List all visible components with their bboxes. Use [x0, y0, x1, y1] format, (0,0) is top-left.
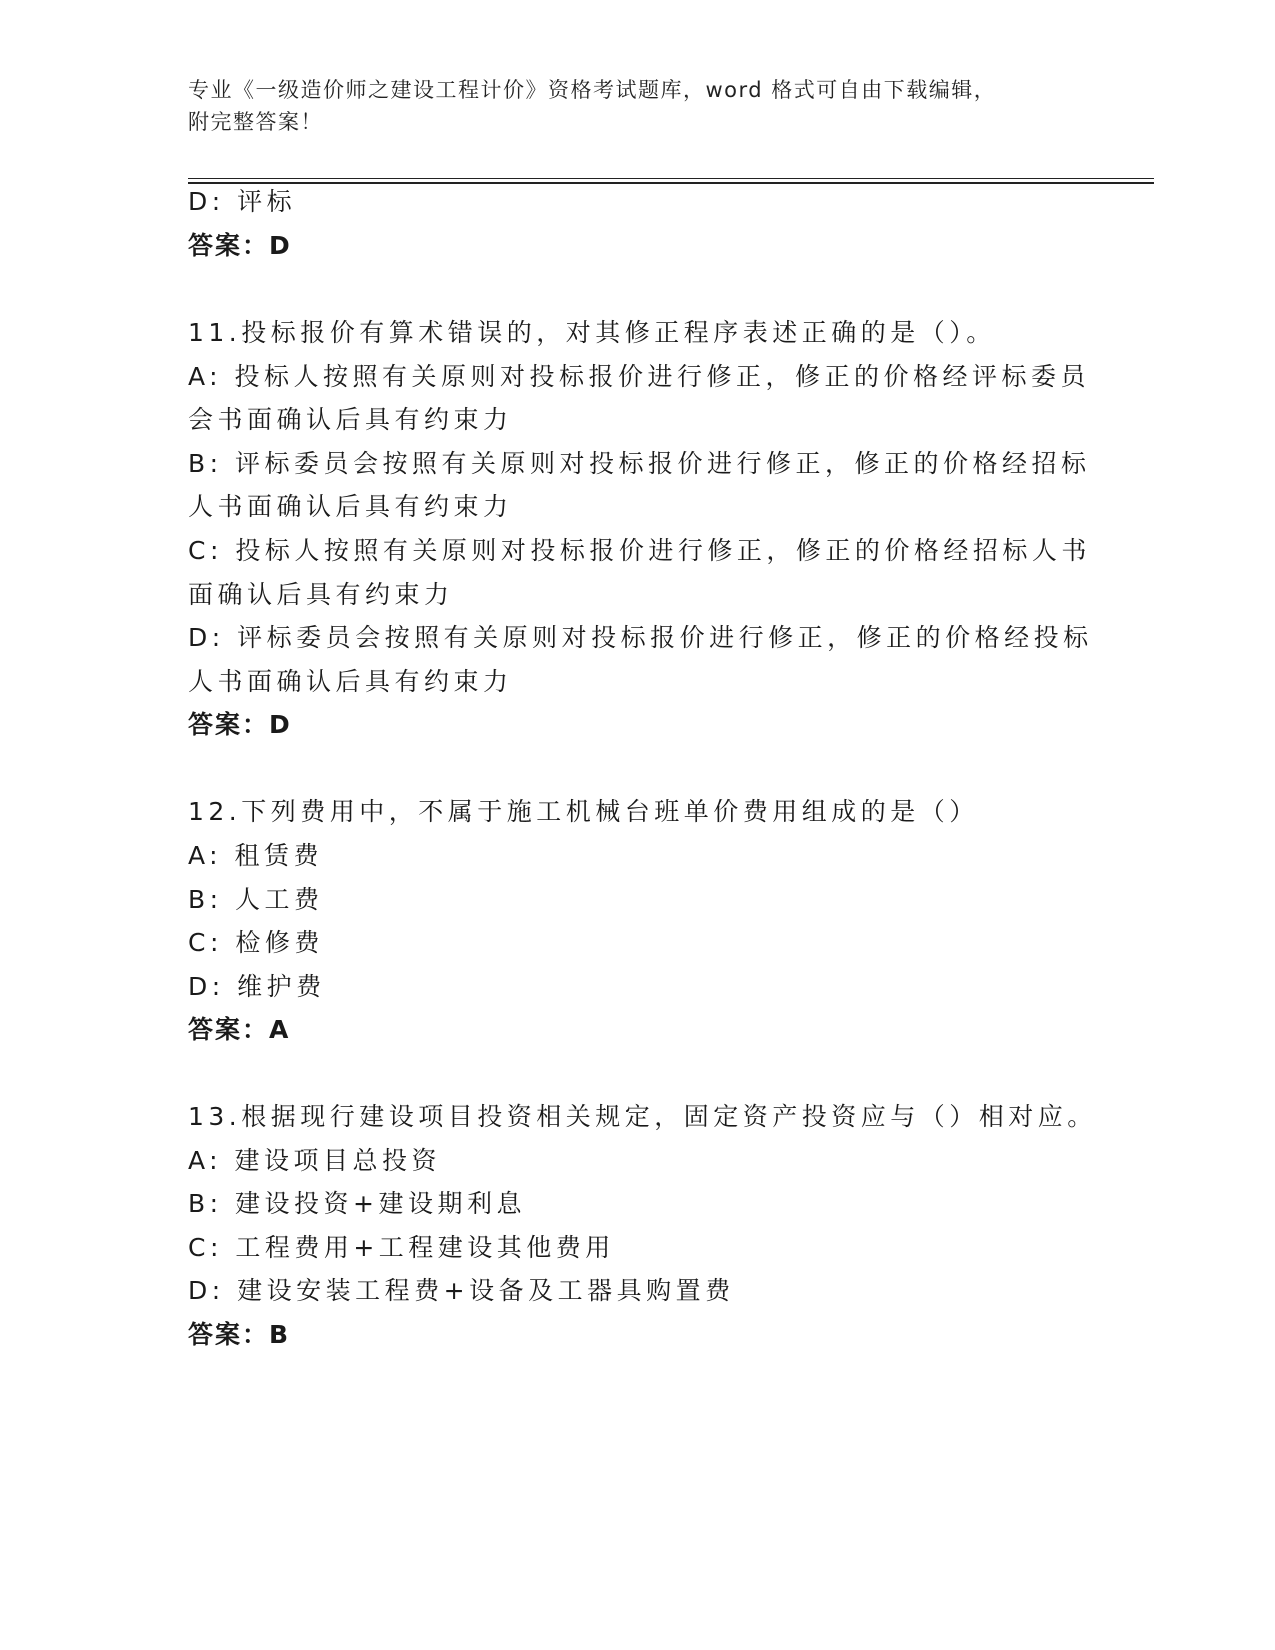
q13-option-c: C: 工程费用+工程建设其他费用	[188, 1233, 615, 1262]
q11-answer: 答案：D	[188, 710, 292, 739]
q12-option-c: C: 检修费	[188, 928, 324, 957]
header-line-2: 附完整答案！	[188, 110, 323, 134]
prev-answer: 答案：D	[188, 231, 292, 260]
q12-option-a: A: 租赁费	[188, 841, 324, 870]
q12-option-d: D: 维护费	[188, 972, 326, 1001]
q11-option-c-line2: 面确认后具有约束力	[188, 580, 454, 609]
q11-option-d-line2: 人书面确认后具有约束力	[188, 667, 513, 696]
q11-option-d-line1: D: 评标委员会按照有关原则对投标报价进行修正，修正的价格经投标	[188, 623, 1093, 652]
q11-option-b-line2: 人书面确认后具有约束力	[188, 492, 513, 521]
q13-option-b: B: 建设投资+建设期利息	[188, 1189, 526, 1218]
q12-answer: 答案：A	[188, 1015, 291, 1044]
q11-option-c-line1: C: 投标人按照有关原则对投标报价进行修正，修正的价格经招标人书	[188, 536, 1091, 565]
q11-option-a-line1: A: 投标人按照有关原则对投标报价进行修正，修正的价格经评标委员	[188, 362, 1091, 391]
q13-option-a: A: 建设项目总投资	[188, 1146, 442, 1175]
document-header	[188, 74, 1068, 138]
header-rule-thick	[188, 182, 1154, 184]
q11-option-a-line2: 会书面确认后具有约束力	[188, 405, 513, 434]
q11-option-b-line1: B: 评标委员会按照有关原则对投标报价进行修正，修正的价格经招标	[188, 449, 1091, 478]
header-line-1: 专业《一级造价师之建设工程计价》资格考试题库，word 格式可自由下载编辑，	[188, 78, 997, 102]
q12-stem: 12.下列费用中，不属于施工机械台班单价费用组成的是（）	[188, 797, 979, 826]
q13-stem: 13.根据现行建设项目投资相关规定，固定资产投资应与（）相对应。	[188, 1102, 1097, 1131]
q13-answer: 答案：B	[188, 1320, 291, 1349]
q11-stem: 11.投标报价有算术错误的，对其修正程序表述正确的是（）。	[188, 318, 996, 347]
prev-option-d: D: 评标	[188, 187, 297, 216]
header-rule-thin	[188, 178, 1154, 179]
q12-option-b: B: 人工费	[188, 885, 324, 914]
q13-option-d: D: 建设安装工程费+设备及工器具购置费	[188, 1276, 735, 1305]
